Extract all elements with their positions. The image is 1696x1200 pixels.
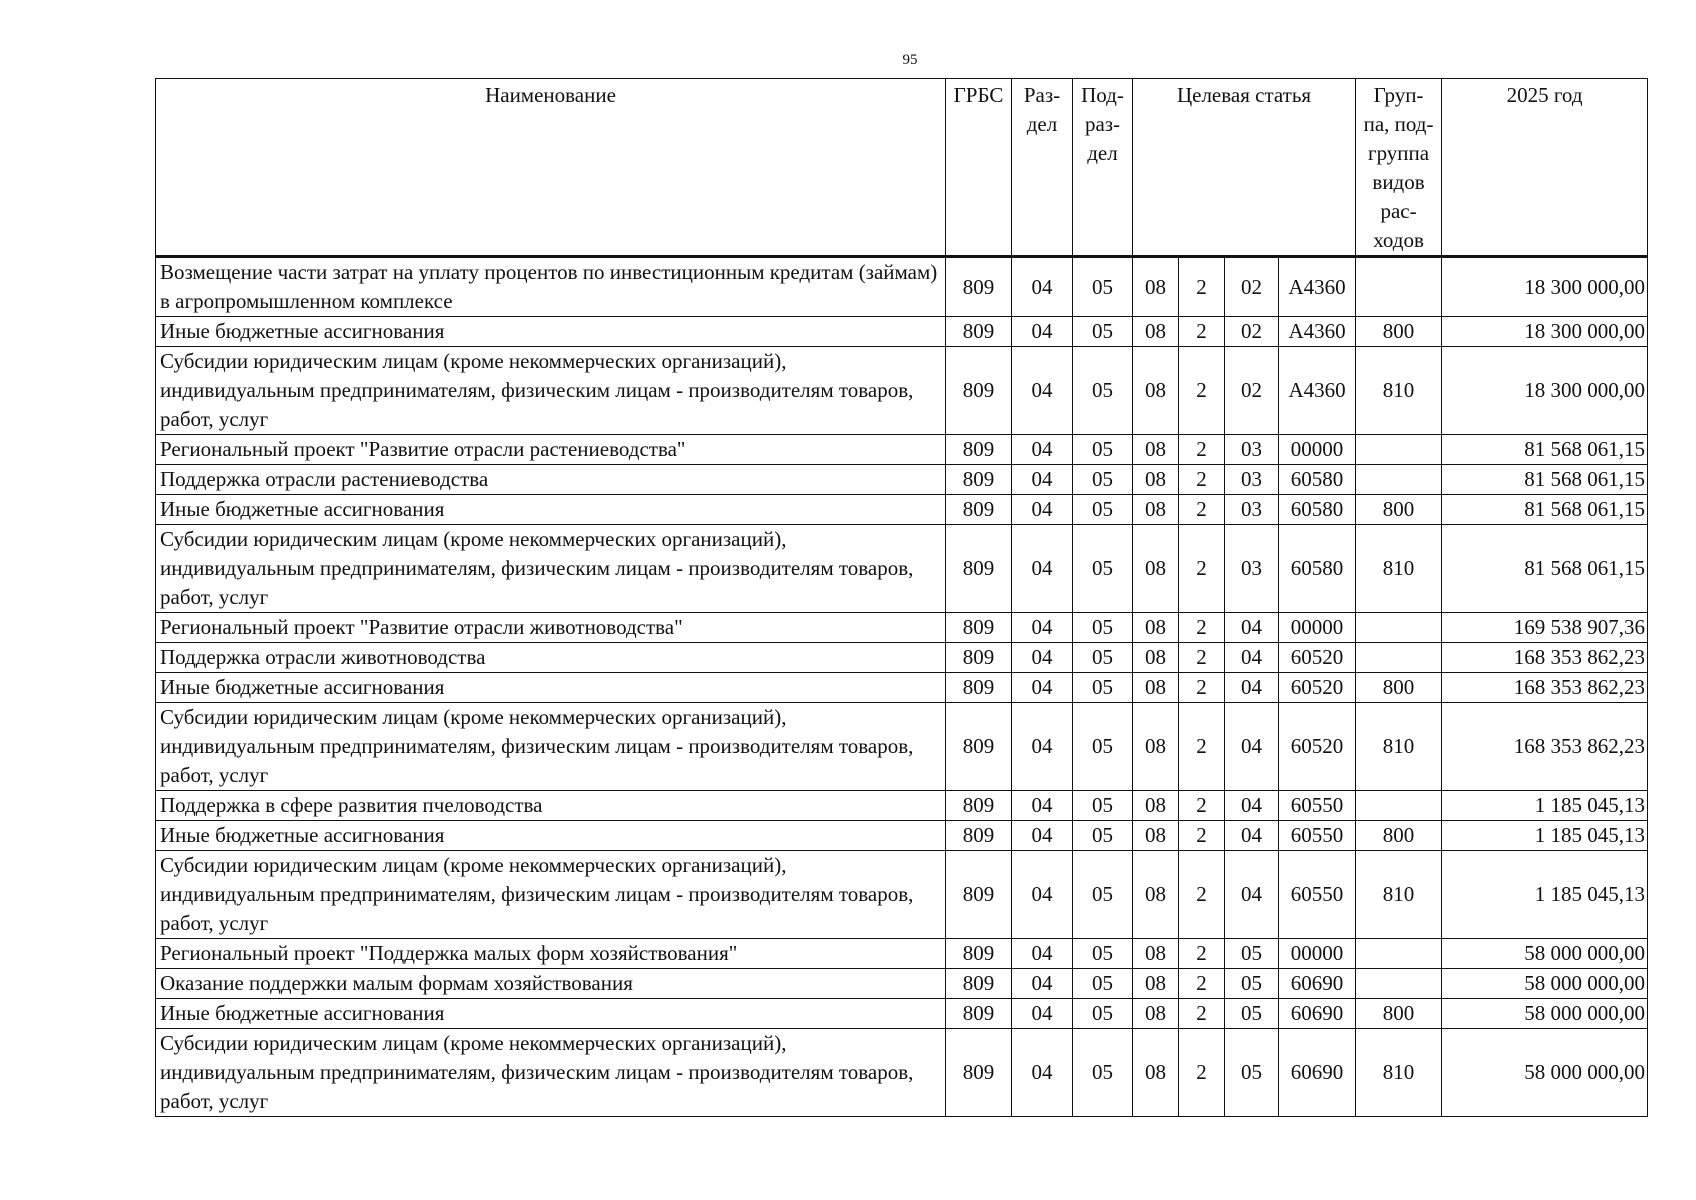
table-row: [156, 613, 1648, 643]
row-grbs: 809: [946, 347, 1012, 435]
row-target-type: 2: [1179, 821, 1225, 851]
row-name: Региональный проект "Развитие отрасли животноводства": [156, 613, 946, 643]
row-target-direction: 60520: [1279, 703, 1356, 791]
header-grbs: ГРБС: [946, 79, 1012, 257]
row-grbs: 809: [946, 257, 1012, 317]
row-target-direction: А4360: [1279, 257, 1356, 317]
row-expense-group: [1356, 791, 1442, 821]
row-grbs: 809: [946, 525, 1012, 613]
row-target-element: 04: [1225, 851, 1279, 939]
row-name: Субсидии юридическим лицам (кроме некоммерческих организаций), индивидуальным предпринимателям, физическим лицам - производителям товаров, работ, услуг: [156, 703, 946, 791]
row-target-program: 08: [1133, 673, 1179, 703]
row-target-program: 08: [1133, 613, 1179, 643]
row-target-type: 2: [1179, 317, 1225, 347]
row-grbs: 809: [946, 673, 1012, 703]
row-name: Субсидии юридическим лицам (кроме некоммерческих организаций), индивидуальным предпринимателям, физическим лицам - производителям товаров, работ, услуг: [156, 851, 946, 939]
row-grbs: 809: [946, 643, 1012, 673]
row-razdel: 04: [1012, 317, 1073, 347]
row-grbs: 809: [946, 703, 1012, 791]
row-target-element: 03: [1225, 465, 1279, 495]
row-expense-group: 800: [1356, 999, 1442, 1029]
row-grbs: 809: [946, 969, 1012, 999]
row-target-direction: А4360: [1279, 317, 1356, 347]
row-amount-2025: 58 000 000,00: [1442, 999, 1648, 1029]
row-target-type: 2: [1179, 999, 1225, 1029]
table-row: [156, 851, 1648, 939]
row-name: Поддержка отрасли животноводства: [156, 643, 946, 673]
table-row: [156, 821, 1648, 851]
row-grbs: 809: [946, 465, 1012, 495]
row-name: Возмещение части затрат на уплату процентов по инвестиционным кредитам (займам) в агропромышленном комплексе: [156, 257, 946, 317]
row-target-type: 2: [1179, 851, 1225, 939]
row-razdel: 04: [1012, 791, 1073, 821]
row-podrazdel: 05: [1073, 257, 1133, 317]
header-name: Наименование: [156, 79, 946, 257]
row-amount-2025: 18 300 000,00: [1442, 317, 1648, 347]
row-expense-group: [1356, 643, 1442, 673]
table-row: [156, 257, 1648, 317]
row-podrazdel: 05: [1073, 525, 1133, 613]
row-target-program: 08: [1133, 317, 1179, 347]
row-name: Региональный проект "Развитие отрасли растениеводства": [156, 435, 946, 465]
row-target-element: 03: [1225, 435, 1279, 465]
row-grbs: 809: [946, 495, 1012, 525]
row-target-direction: 00000: [1279, 435, 1356, 465]
row-expense-group: 800: [1356, 673, 1442, 703]
table-row: [156, 703, 1648, 791]
row-name: Иные бюджетные ассигнования: [156, 673, 946, 703]
row-expense-group: 810: [1356, 1029, 1442, 1117]
row-grbs: 809: [946, 1029, 1012, 1117]
row-razdel: 04: [1012, 821, 1073, 851]
row-amount-2025: 58 000 000,00: [1442, 1029, 1648, 1117]
row-target-element: 05: [1225, 969, 1279, 999]
row-name: Поддержка отрасли растениеводства: [156, 465, 946, 495]
row-target-program: 08: [1133, 969, 1179, 999]
row-target-program: 08: [1133, 999, 1179, 1029]
row-podrazdel: 05: [1073, 791, 1133, 821]
row-target-element: 05: [1225, 1029, 1279, 1117]
row-name: Поддержка в сфере развития пчеловодства: [156, 791, 946, 821]
row-grbs: 809: [946, 851, 1012, 939]
row-target-direction: 60580: [1279, 465, 1356, 495]
row-podrazdel: 05: [1073, 613, 1133, 643]
row-target-type: 2: [1179, 347, 1225, 435]
row-target-program: 08: [1133, 791, 1179, 821]
header-expense-group: Груп- па, под- группа видов рас- ходов: [1356, 79, 1442, 257]
row-razdel: 04: [1012, 643, 1073, 673]
table-row: [156, 673, 1648, 703]
row-name: Субсидии юридическим лицам (кроме некоммерческих организаций), индивидуальным предпринимателям, физическим лицам - производителям товаров, работ, услуг: [156, 1029, 946, 1117]
row-target-type: 2: [1179, 673, 1225, 703]
row-amount-2025: 81 568 061,15: [1442, 465, 1648, 495]
row-amount-2025: 168 353 862,23: [1442, 703, 1648, 791]
row-target-type: 2: [1179, 613, 1225, 643]
row-razdel: 04: [1012, 999, 1073, 1029]
row-podrazdel: 05: [1073, 821, 1133, 851]
row-target-element: 02: [1225, 347, 1279, 435]
row-target-direction: 60580: [1279, 495, 1356, 525]
row-target-program: 08: [1133, 851, 1179, 939]
row-razdel: 04: [1012, 613, 1073, 643]
row-name: Субсидии юридическим лицам (кроме некоммерческих организаций), индивидуальным предпринимателям, физическим лицам - производителям товаров, работ, услуг: [156, 347, 946, 435]
row-target-element: 05: [1225, 939, 1279, 969]
row-expense-group: [1356, 969, 1442, 999]
table-row: [156, 317, 1648, 347]
row-target-direction: 60580: [1279, 525, 1356, 613]
row-expense-group: 810: [1356, 525, 1442, 613]
row-amount-2025: 168 353 862,23: [1442, 643, 1648, 673]
row-target-type: 2: [1179, 465, 1225, 495]
row-razdel: 04: [1012, 465, 1073, 495]
row-target-element: 02: [1225, 257, 1279, 317]
row-target-type: 2: [1179, 969, 1225, 999]
table-row: [156, 435, 1648, 465]
table-body: [156, 257, 1648, 1117]
row-target-program: 08: [1133, 703, 1179, 791]
row-razdel: 04: [1012, 969, 1073, 999]
row-target-element: 03: [1225, 525, 1279, 613]
table-row: [156, 465, 1648, 495]
row-target-element: 04: [1225, 643, 1279, 673]
row-target-type: 2: [1179, 703, 1225, 791]
row-podrazdel: 05: [1073, 969, 1133, 999]
row-target-element: 04: [1225, 613, 1279, 643]
row-expense-group: 810: [1356, 703, 1442, 791]
budget-table: [155, 78, 1648, 1117]
row-podrazdel: 05: [1073, 495, 1133, 525]
row-target-program: 08: [1133, 347, 1179, 435]
row-podrazdel: 05: [1073, 317, 1133, 347]
row-podrazdel: 05: [1073, 1029, 1133, 1117]
table-row: [156, 1029, 1648, 1117]
row-podrazdel: 05: [1073, 703, 1133, 791]
row-expense-group: 800: [1356, 821, 1442, 851]
row-grbs: 809: [946, 317, 1012, 347]
row-razdel: 04: [1012, 939, 1073, 969]
row-podrazdel: 05: [1073, 465, 1133, 495]
row-razdel: 04: [1012, 703, 1073, 791]
row-target-type: 2: [1179, 257, 1225, 317]
row-expense-group: [1356, 939, 1442, 969]
row-expense-group: 800: [1356, 317, 1442, 347]
row-amount-2025: 1 185 045,13: [1442, 791, 1648, 821]
row-podrazdel: 05: [1073, 939, 1133, 969]
row-target-element: 04: [1225, 703, 1279, 791]
row-grbs: 809: [946, 821, 1012, 851]
row-expense-group: [1356, 257, 1442, 317]
row-podrazdel: 05: [1073, 435, 1133, 465]
table-row: [156, 999, 1648, 1029]
row-amount-2025: 58 000 000,00: [1442, 939, 1648, 969]
row-expense-group: 810: [1356, 851, 1442, 939]
row-target-type: 2: [1179, 1029, 1225, 1117]
row-name: Иные бюджетные ассигнования: [156, 317, 946, 347]
row-target-type: 2: [1179, 939, 1225, 969]
row-expense-group: 800: [1356, 495, 1442, 525]
table-row: [156, 495, 1648, 525]
row-target-direction: 00000: [1279, 613, 1356, 643]
row-razdel: 04: [1012, 525, 1073, 613]
row-amount-2025: 81 568 061,15: [1442, 525, 1648, 613]
row-target-direction: 60690: [1279, 999, 1356, 1029]
row-razdel: 04: [1012, 435, 1073, 465]
header-year: 2025 год: [1442, 79, 1648, 257]
row-target-direction: 60520: [1279, 673, 1356, 703]
header-razdel: Раз- дел: [1012, 79, 1073, 257]
row-target-direction: 60690: [1279, 1029, 1356, 1117]
row-name: Иные бюджетные ассигнования: [156, 495, 946, 525]
row-target-direction: 60550: [1279, 791, 1356, 821]
row-name: Иные бюджетные ассигнования: [156, 999, 946, 1029]
row-podrazdel: 05: [1073, 999, 1133, 1029]
row-target-direction: 60550: [1279, 821, 1356, 851]
row-target-element: 04: [1225, 673, 1279, 703]
row-target-element: 04: [1225, 791, 1279, 821]
row-podrazdel: 05: [1073, 851, 1133, 939]
row-grbs: 809: [946, 939, 1012, 969]
row-target-element: 02: [1225, 317, 1279, 347]
row-target-direction: 60690: [1279, 969, 1356, 999]
table-row: [156, 643, 1648, 673]
row-target-element: 03: [1225, 495, 1279, 525]
row-name: Иные бюджетные ассигнования: [156, 821, 946, 851]
row-target-direction: 60550: [1279, 851, 1356, 939]
row-target-element: 04: [1225, 821, 1279, 851]
header-row: [156, 79, 1648, 257]
row-target-direction: 60520: [1279, 643, 1356, 673]
row-podrazdel: 05: [1073, 673, 1133, 703]
row-amount-2025: 18 300 000,00: [1442, 257, 1648, 317]
row-razdel: 04: [1012, 257, 1073, 317]
row-amount-2025: 168 353 862,23: [1442, 673, 1648, 703]
row-grbs: 809: [946, 999, 1012, 1029]
row-target-type: 2: [1179, 525, 1225, 613]
header-target-article: Целевая статья: [1133, 79, 1356, 257]
row-razdel: 04: [1012, 851, 1073, 939]
row-target-program: 08: [1133, 495, 1179, 525]
row-target-program: 08: [1133, 643, 1179, 673]
row-amount-2025: 18 300 000,00: [1442, 347, 1648, 435]
row-amount-2025: 1 185 045,13: [1442, 851, 1648, 939]
row-grbs: 809: [946, 791, 1012, 821]
page-number: 95: [902, 52, 918, 68]
row-grbs: 809: [946, 613, 1012, 643]
row-target-type: 2: [1179, 791, 1225, 821]
row-amount-2025: 58 000 000,00: [1442, 969, 1648, 999]
row-amount-2025: 81 568 061,15: [1442, 435, 1648, 465]
table-row: [156, 525, 1648, 613]
row-razdel: 04: [1012, 1029, 1073, 1117]
row-expense-group: [1356, 613, 1442, 643]
table-row: [156, 969, 1648, 999]
row-target-program: 08: [1133, 1029, 1179, 1117]
row-target-program: 08: [1133, 257, 1179, 317]
table-row: [156, 347, 1648, 435]
table-row: [156, 939, 1648, 969]
row-target-type: 2: [1179, 643, 1225, 673]
row-target-program: 08: [1133, 465, 1179, 495]
row-name: Субсидии юридическим лицам (кроме некоммерческих организаций), индивидуальным предпринимателям, физическим лицам - производителям товаров, работ, услуг: [156, 525, 946, 613]
row-target-element: 05: [1225, 999, 1279, 1029]
row-target-program: 08: [1133, 435, 1179, 465]
header-podrazdel: Под- раз- дел: [1073, 79, 1133, 257]
row-target-program: 08: [1133, 939, 1179, 969]
table-row: [156, 791, 1648, 821]
row-grbs: 809: [946, 435, 1012, 465]
row-razdel: 04: [1012, 673, 1073, 703]
row-expense-group: 810: [1356, 347, 1442, 435]
row-razdel: 04: [1012, 495, 1073, 525]
row-target-program: 08: [1133, 821, 1179, 851]
row-amount-2025: 1 185 045,13: [1442, 821, 1648, 851]
row-target-direction: А4360: [1279, 347, 1356, 435]
row-name: Оказание поддержки малым формам хозяйствования: [156, 969, 946, 999]
row-amount-2025: 169 538 907,36: [1442, 613, 1648, 643]
row-podrazdel: 05: [1073, 347, 1133, 435]
row-amount-2025: 81 568 061,15: [1442, 495, 1648, 525]
row-expense-group: [1356, 435, 1442, 465]
row-target-program: 08: [1133, 525, 1179, 613]
row-target-type: 2: [1179, 435, 1225, 465]
row-name: Региональный проект "Поддержка малых форм хозяйствования": [156, 939, 946, 969]
row-expense-group: [1356, 465, 1442, 495]
row-podrazdel: 05: [1073, 643, 1133, 673]
row-razdel: 04: [1012, 347, 1073, 435]
row-target-direction: 00000: [1279, 939, 1356, 969]
row-target-type: 2: [1179, 495, 1225, 525]
